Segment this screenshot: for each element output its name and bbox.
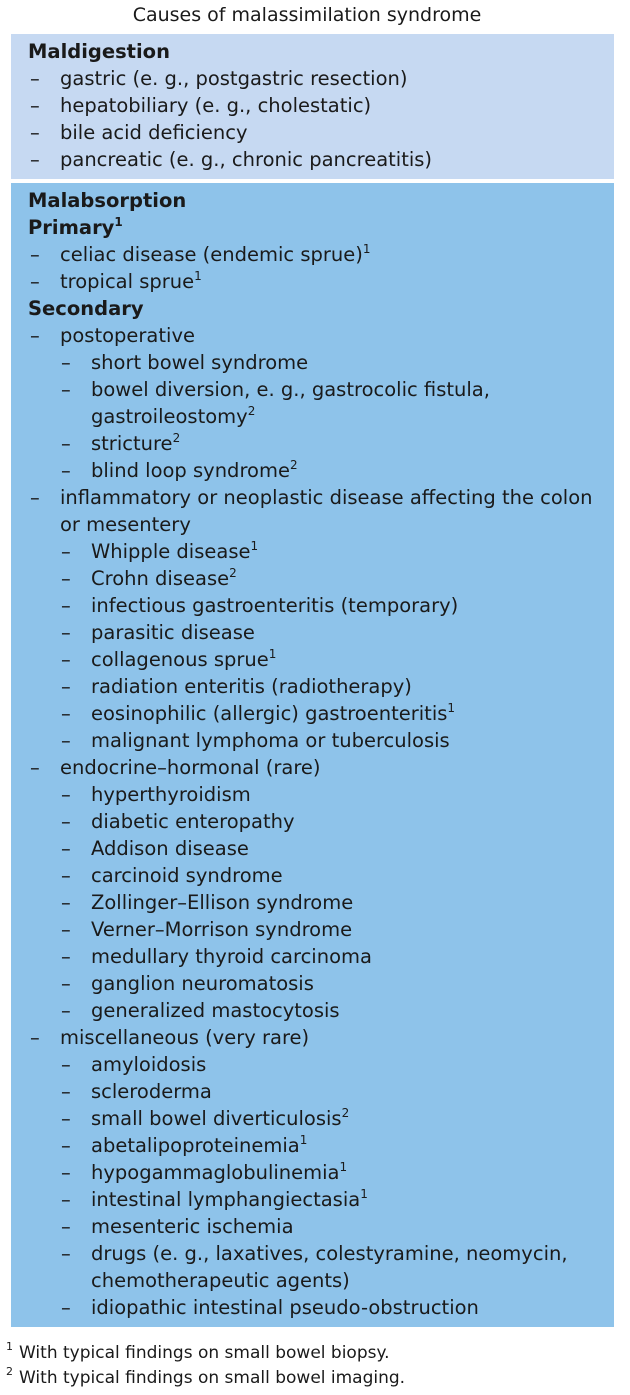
list-item: – Verner–Morrison syndrome [28,916,614,943]
list-item: – intestinal lymphangiectasia$^1$ [28,1186,614,1213]
list-item: – diabetic enteropathy [28,808,614,835]
list-item: – radiation enteritis (radiotherapy) [28,673,614,700]
list-item: – hypogammaglobulinemia$^1$ [28,1159,614,1186]
list-item: – infectious gastroenteritis (temporary) [28,592,614,619]
footnote-ref: 1 [360,1186,368,1201]
list-item: – drugs (e. g., laxatives, colestyramine, neomycin, [28,1240,614,1267]
footnote-ref: 2 [172,430,181,445]
footnote-ref: 1 [299,1132,308,1147]
list-item: – tropical sprue$^1$ [28,268,614,295]
list-item: – Crohn disease$^2$ [28,565,614,592]
list-item: – mesenteric ischemia [28,1213,614,1240]
list-item-continuation: chemotherapeutic agents) [91,1269,350,1292]
footnote-ref: 1 [250,538,259,553]
malabsorption-heading: Malabsorption [28,189,187,212]
list-item: – generalized mastocytosis [28,997,614,1024]
list-item: – gastric (e. g., postgastric resection) [28,65,614,92]
maldigestion-heading: Maldigestion [28,40,170,63]
list-item: – scleroderma [28,1078,614,1105]
footnote-ref: 1 [339,1159,348,1174]
list-item: – amyloidosis [28,1051,614,1078]
footnote-ref: 2 [229,565,237,580]
list-item: – pancreatic (e. g., chronic pancreatitis) [28,146,614,173]
primary-heading: Primary$^1$ [28,214,123,239]
footnote-ref: 1 [447,700,456,715]
list-item: – carcinoid syndrome [28,862,614,889]
list-item: – ganglion neuromatosis [28,970,614,997]
list-item: – stricture$^2$ [28,430,614,457]
list-item: – eosinophilic (allergic) gastroenteritis$^1$ [28,700,614,727]
list-item: – hepatobiliary (e. g., cholestatic) [28,92,614,119]
table-title: Causes of malassimilation syndrome [132,4,482,26]
category-postoperative: – postoperative [28,322,614,349]
footnote-ref: 1 [194,268,202,283]
maldigestion-section [11,34,614,179]
list-item: – idiopathic intestinal pseudo-obstruction [28,1294,614,1321]
category-miscellaneous: – miscellaneous (very rare) [28,1024,614,1051]
list-item-continuation: gastroileostomy$^2$ [91,403,256,428]
footnote-mark: 2 [6,1365,13,1379]
list-item: – celiac disease (endemic sprue)$^1$ [28,241,614,268]
secondary-heading: Secondary [28,297,144,320]
list-item: – blind loop syndrome$^2$ [28,457,614,484]
footnote-ref: 2 [341,1105,350,1120]
footnote-ref: 1 [114,214,123,229]
list-item: – small bowel diverticulosis$^2$ [28,1105,614,1132]
list-item: – medullary thyroid carcinoma [28,943,614,970]
list-item: – Zollinger–Ellison syndrome [28,889,614,916]
category-continuation: or mesentery [60,513,191,536]
footnote-ref: 2 [247,403,256,418]
footnote-2: $^2$ With typical findings on small bowel imaging. [6,1365,406,1388]
category-endocrine: – endocrine–hormonal (rare) [28,754,614,781]
footnote-ref: 1 [362,241,371,256]
footnote-mark: 1 [6,1340,13,1354]
list-item: – collagenous sprue$^1$ [28,646,614,673]
footnote-ref: 2 [289,457,298,472]
list-item: – abetalipoproteinemia$^1$ [28,1132,614,1159]
list-item: – bile acid deficiency [28,119,614,146]
category-inflammatory: – inflammatory or neoplastic disease affecting the colon [28,484,614,511]
footnote-ref: 1 [268,646,277,661]
malabsorption-section [11,183,614,1327]
list-item: – parasitic disease [28,619,614,646]
list-item: – hyperthyroidism [28,781,614,808]
list-item: – malignant lymphoma or tuberculosis [28,727,614,754]
list-item: – Whipple disease$^1$ [28,538,614,565]
list-item: – short bowel syndrome [28,349,614,376]
list-item: – Addison disease [28,835,614,862]
footnote-1: $^1$ With typical findings on small bowel biopsy. [6,1340,390,1363]
list-item: – bowel diversion, e. g., gastrocolic fistula, [28,376,614,403]
